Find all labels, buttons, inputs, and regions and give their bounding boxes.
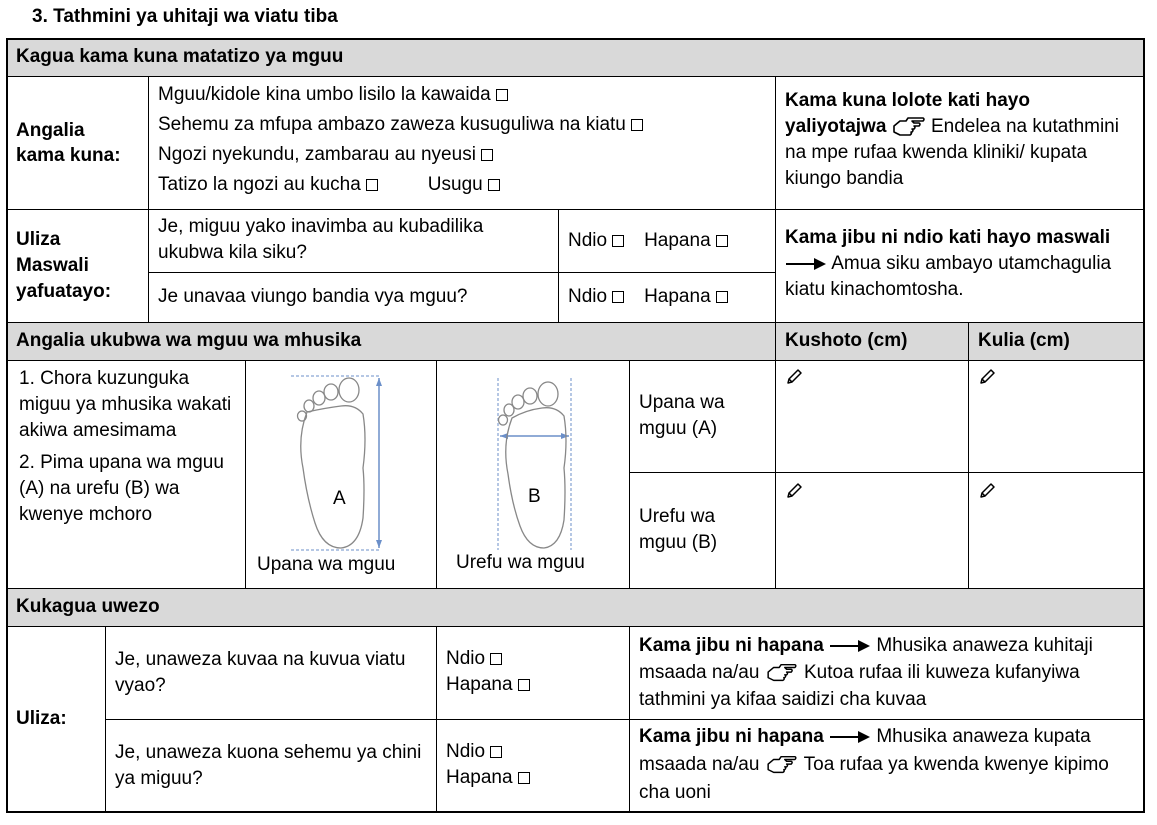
- section-header-foot-size: Angalia ukubwa wa mguu wa mhusika: [6, 322, 775, 360]
- length-label: Urefu wa mguu (B): [639, 506, 718, 553]
- left-width-input[interactable]: [775, 360, 968, 472]
- answer-sole: [436, 719, 629, 812]
- checkbox-yes[interactable]: [490, 746, 502, 758]
- pencil-icon: [785, 482, 803, 500]
- answer-shoes: [436, 626, 629, 719]
- checkbox-no[interactable]: [518, 772, 530, 784]
- checklist-item[interactable]: Mguu/kidole kina umbo lisilo la kawaida: [158, 80, 765, 110]
- angalia-label: Angalia kama kuna:: [16, 119, 121, 166]
- left-foot-header: Kushoto (cm): [775, 322, 968, 360]
- pointing-hand-icon: [765, 661, 799, 685]
- arrow-right-icon: [829, 730, 871, 744]
- pencil-icon: [785, 368, 803, 386]
- arrow-right-icon: [785, 257, 827, 271]
- section-header-foot-problems-text: Kagua kama kuna matatizo ya mguu: [16, 46, 344, 67]
- question-prosthesis: Je unavaa viungo bandia vya mguu?: [158, 286, 468, 307]
- instruction-step-2: 2. Pima upana wa mguu (A) na urefu (B) wa kwenye mchoro: [19, 452, 224, 525]
- uliza-maswali-label: Uliza Maswali yafuatayo:: [16, 228, 112, 302]
- pointing-hand-icon: [892, 114, 926, 140]
- foot-width-diagram: [245, 360, 436, 588]
- foot-outline-a-icon: [245, 368, 436, 558]
- option-no[interactable]: Hapana: [446, 765, 619, 791]
- foot-a-letter: A: [333, 488, 346, 509]
- uliza-label: Uliza:: [16, 708, 67, 729]
- section-header-ability: Kukagua uwezo: [6, 588, 1144, 626]
- problem-checklist: [148, 76, 775, 209]
- checkbox-no[interactable]: [518, 679, 530, 691]
- checkbox[interactable]: [496, 89, 508, 101]
- checkbox[interactable]: [631, 119, 643, 131]
- pencil-icon: [978, 368, 996, 386]
- checkbox-no[interactable]: [716, 235, 728, 247]
- left-length-input[interactable]: [775, 472, 968, 588]
- instruction-step-1: 1. Chora kuzunguka miguu ya mhusika wakati akiwa amesimama: [19, 368, 232, 441]
- width-label: Upana wa mguu (A): [639, 392, 725, 439]
- page-title: 3. Tathmini ya uhitaji wa viatu tiba: [32, 6, 338, 27]
- foot-outline-b-icon: [436, 368, 629, 558]
- checkbox[interactable]: [481, 149, 493, 161]
- checkbox-no[interactable]: [716, 291, 728, 303]
- right-width-input[interactable]: [968, 360, 1144, 472]
- pointing-hand-icon: [765, 753, 799, 777]
- checklist-item[interactable]: Ngozi nyekundu, zambarau au nyeusi: [158, 140, 765, 170]
- question-shoes: Je, unaweza kuvaa na kuvua viatu vyao?: [115, 648, 406, 696]
- measurement-instructions: [6, 360, 245, 588]
- usugu-label: Usugu: [427, 174, 483, 195]
- question-swelling: Je, miguu yako inavimba au kubadilika ukubwa kila siku?: [158, 216, 484, 263]
- option-no[interactable]: Hapana: [446, 672, 619, 698]
- checkbox-yes[interactable]: [612, 235, 624, 247]
- checkbox[interactable]: [366, 179, 378, 191]
- pencil-icon: [978, 482, 996, 500]
- answer-swelling: Ndio Hapana: [558, 209, 775, 272]
- foot-a-caption: Upana wa mguu: [257, 554, 396, 575]
- checkbox-yes[interactable]: [490, 653, 502, 665]
- option-yes[interactable]: Ndio: [446, 739, 619, 765]
- advice-questions: Kama jibu ni ndio kati hayo maswali Amua siku ambayo utamchagulia kiatu kinachomtosha.: [785, 227, 1112, 300]
- foot-b-letter: B: [528, 486, 541, 507]
- checkbox-yes[interactable]: [612, 291, 624, 303]
- right-length-input[interactable]: [968, 472, 1144, 588]
- checkbox[interactable]: [488, 179, 500, 191]
- foot-length-diagram: [436, 360, 629, 588]
- section-header-foot-problems: [6, 38, 1144, 76]
- advice-problems: Kama kuna lolote kati hayo yaliyotajwa Endelea na kutathmini na mpe rufaa kwenda kliniki/ kupata kiungo bandia: [785, 90, 1119, 190]
- right-foot-header: Kulia (cm): [968, 322, 1144, 360]
- advice-shoes: Kama jibu ni hapana Mhusika anaweza kuhitaji msaada na/au Kutoa rufaa ili kuweza kufanyiwa tathmini ya kifaa saidizi cha kuvaa: [639, 635, 1093, 710]
- advice-sole: Kama jibu ni hapana Mhusika anaweza kupata msaada na/au Toa rufaa ya kwenda kwenye kipimo cha uoni: [639, 726, 1109, 803]
- option-yes[interactable]: Ndio: [446, 646, 619, 672]
- question-sole: Je, unaweza kuona sehemu ya chini ya miguu?: [115, 741, 422, 789]
- checklist-item[interactable]: Tatizo la ngozi au kucha Usugu: [158, 170, 765, 200]
- arrow-right-icon: [829, 639, 871, 653]
- answer-prosthesis: Ndio Hapana: [558, 272, 775, 322]
- foot-b-caption: Urefu wa mguu: [456, 552, 585, 573]
- checklist-item[interactable]: Sehemu za mfupa ambazo zaweza kusuguliwa na kiatu: [158, 110, 765, 140]
